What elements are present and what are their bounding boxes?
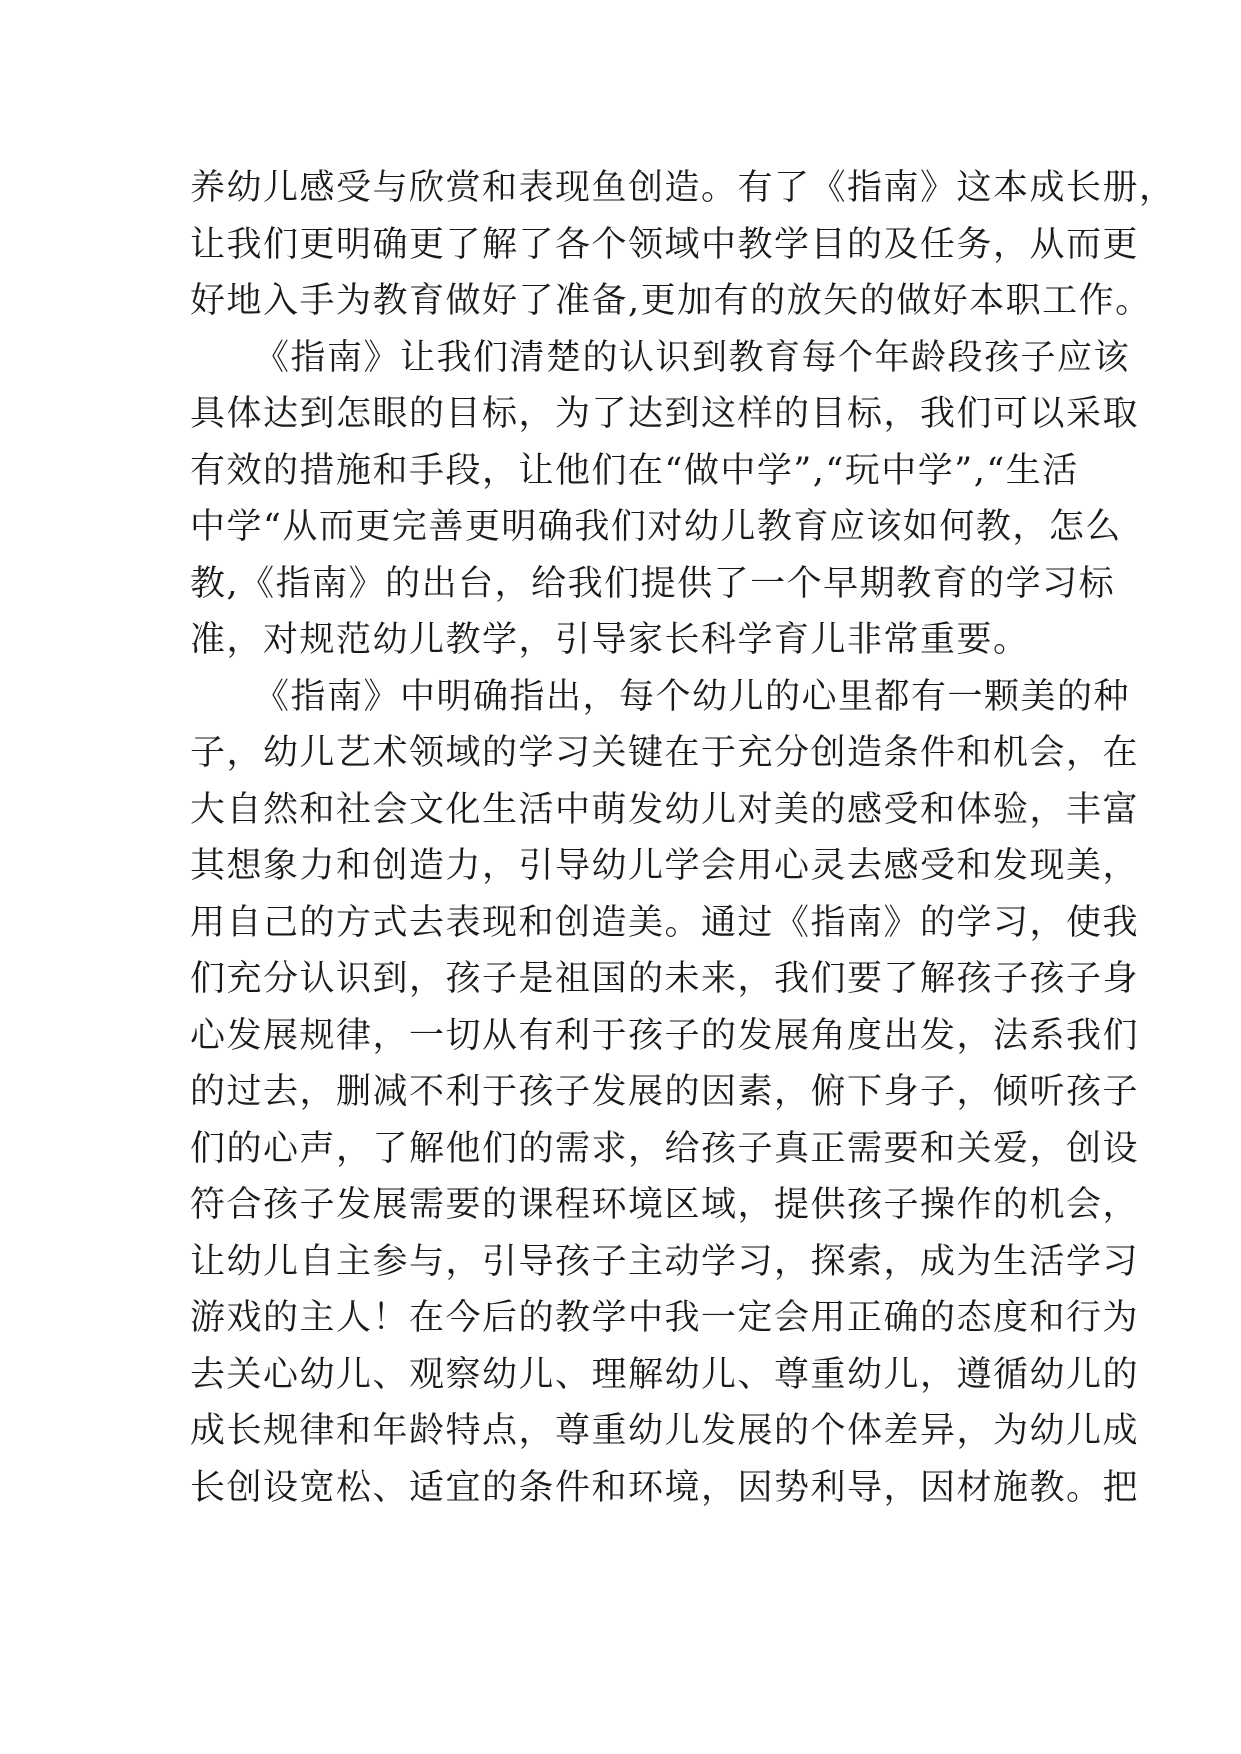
body-text [190, 160, 1176, 1516]
text-line-first: 《指南》让我们清楚的认识到教育每个年龄段孩子应该 [254, 337, 1131, 378]
text-line: 让幼儿自主参与，引导孩子主动学习，探索，成为生活学习 [190, 1241, 1140, 1282]
text-line: 大自然和社会文化生活中萌发幼儿对美的感受和体验，丰富 [190, 789, 1140, 830]
text-line: 让我们更明确更了解了各个领域中教学目的及任务，从而更 [190, 224, 1140, 265]
text-line: 去关心幼儿、观察幼儿、理解幼儿、尊重幼儿，遵循幼儿的 [190, 1354, 1140, 1395]
text-line: 教,《指南》的出台，给我们提供了一个早期教育的学习标 [190, 563, 1116, 604]
text-line: 其想象力和创造力，引导幼儿学会用心灵去感受和发现美， [190, 846, 1140, 886]
text-line: 长创设宽松、适宜的条件和环境，因势利导，因材施教。把 [190, 1467, 1140, 1508]
text-line: 有效的措施和手段，让他们在“做中学”,“玩中学”,“生活 [190, 450, 1079, 491]
text-line: 符合孩子发展需要的课程环境区域，提供孩子操作的机会， [190, 1185, 1140, 1225]
text-line-first: 《指南》中明确指出，每个幼儿的心里都有一颗美的种 [254, 676, 1131, 717]
text-line: 用自己的方式去表现和创造美。通过《指南》的学习，使我 [190, 902, 1140, 943]
text-line: 心发展规律，一切从有利于孩子的发展角度出发，法系我们 [190, 1015, 1140, 1056]
text-line: 们的心声，了解他们的需求，给孩子真正需要和关爱，创设 [190, 1128, 1140, 1169]
text-line: 养幼儿感受与欣赏和表现鱼创造。有了《指南》这本成长册， [190, 168, 1176, 208]
text-line: 准，对规范幼儿教学，引导家长科学育儿非常重要。 [190, 620, 1030, 660]
text-line: 游戏的主人！在今后的教学中我一定会用正确的态度和行为 [190, 1298, 1140, 1338]
paragraph-1 [190, 160, 1176, 330]
paragraph-3 [190, 669, 1140, 1517]
text-line: 成长规律和年龄特点，尊重幼儿发展的个体差异，为幼儿成 [190, 1411, 1140, 1451]
text-line: 们充分认识到，孩子是祖国的未来，我们要了解孩子孩子身 [190, 959, 1140, 999]
text-line: 子，幼儿艺术领域的学习关键在于充分创造条件和机会，在 [190, 733, 1140, 773]
text-line: 好地入手为教育做好了准备,更加有的放矢的做好本职工作。 [190, 281, 1152, 321]
paragraph-2 [190, 330, 1140, 669]
text-line: 中学“从而更完善更明确我们对幼儿教育应该如何教，怎么 [190, 507, 1122, 547]
text-line: 的过去，删减不利于孩子发展的因素，俯下身子，倾听孩子 [190, 1072, 1140, 1112]
text-line: 具体达到怎眼的目标，为了达到这样的目标，我们可以采取 [190, 394, 1140, 434]
